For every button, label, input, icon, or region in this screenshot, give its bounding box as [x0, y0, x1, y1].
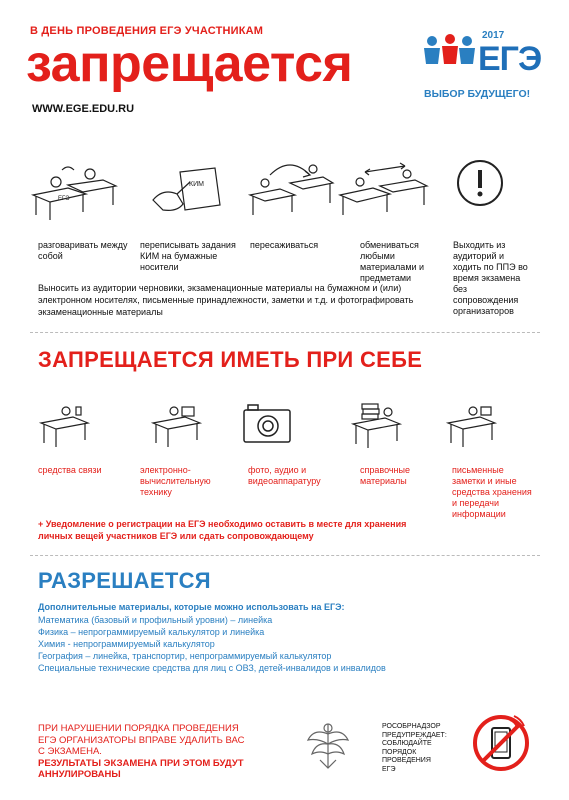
rosob-line: ПРЕДУПРЕЖДАЕТ: [382, 731, 447, 739]
allowed-heading: РАЗРЕШАЕТСЯ [38, 568, 211, 593]
rosob-line: РОСОБРНАДЗОР [382, 723, 441, 730]
forbidden-caption-exchange: обмениваться любыми материалами и предметами [360, 240, 425, 283]
divider [30, 555, 540, 556]
warning-line-bold: РЕЗУЛЬТАТЫ ЭКЗАМЕНА ПРИ ЭТОМ БУДУТ [38, 757, 244, 769]
violation-warning [38, 723, 288, 781]
website-link[interactable]: WWW.EGE.EDU.RU [32, 103, 135, 115]
allowed-intro: Дополнительные материалы, которые можно использовать на ЕГЭ: [38, 602, 345, 612]
books-desk-icon [350, 402, 410, 450]
talking-desks-icon [28, 160, 118, 230]
logo-slogan: ВЫБОР БУДУЩЕГО! [424, 88, 531, 100]
forbidden-caption-leave: Выходить из аудиторий и ходить по ППЭ во время экзамена без сопровождения организаторов [453, 240, 528, 316]
exclamation-icon [455, 158, 505, 208]
ege-people-logo-icon [420, 34, 480, 76]
prohibited-caption-notes: письменные заметки и иные средства хранения и передачи информации [452, 465, 532, 519]
allowed-line: Физика – непрограммируемый калькулятор и линейка [38, 627, 265, 637]
allowed-line: Специальные технические средства для лиц с ОВЗ, детей-инвалидов и инвалидов [38, 663, 386, 673]
rosobrnadzor-emblem-icon [305, 720, 351, 772]
divider [30, 332, 540, 333]
forbidden-caption-seats: пересаживаться [250, 240, 319, 250]
svg-text:КИМ: КИМ [189, 181, 204, 188]
logo-word: ЕГЭ [478, 40, 542, 78]
exchange-materials-icon [335, 160, 430, 230]
changing-seats-icon [245, 155, 335, 230]
prohibited-caption-comm: средства связи [38, 465, 102, 475]
prohibited-heading: ЗАПРЕЩАЕТСЯ ИМЕТЬ ПРИ СЕБЕ [38, 347, 423, 372]
warning-line-bold: АННУЛИРОВАНЫ [38, 769, 121, 780]
registration-note: + Уведомление о регистрации на ЕГЭ необходимо оставить в месте для хранения личных вещей участников ЕГЭ или сдать сопровождающему [38, 519, 407, 541]
notes-desk-icon [445, 405, 505, 450]
rosob-line: СОБЛЮДАЙТЕ [382, 740, 432, 747]
computer-desk-icon [150, 405, 210, 450]
rosob-line: ЕГЭ [382, 765, 396, 773]
rosobrnadzor-warning [382, 723, 462, 774]
warning-line: ПРИ НАРУШЕНИИ ПОРЯДКА ПРОВЕДЕНИЯ [38, 723, 239, 734]
allowed-line: Математика (базовый и профильный уровни) – линейка [38, 615, 273, 625]
allowed-line: Химия - непрограммируемый калькулятор [38, 639, 215, 649]
prohibited-caption-computer: электронно-вычислительную технику [140, 465, 211, 497]
forbidden-caption-copy: переписывать задания КИМ на бумажные носители [140, 240, 236, 272]
ege-logo [420, 28, 550, 103]
warning-line: ЕГЭ ОРГАНИЗАТОРЫ ВПРАВЕ УДАЛИТЬ ВАС [38, 734, 245, 746]
header-pretitle: В ДЕНЬ ПРОВЕДЕНИЯ ЕГЭ УЧАСТНИКАМ [30, 25, 264, 37]
warning-line: С ЭКЗАМЕНА. [38, 746, 102, 757]
svg-text:ЕГЭ: ЕГЭ [58, 196, 70, 202]
allowed-line: География – линейка, транспортир, непрограммируемый калькулятор [38, 651, 332, 661]
camera-icon [240, 402, 295, 447]
rosob-line: ПОРЯДОК [382, 748, 417, 756]
forbidden-caption-talk: разговаривать между собой [38, 240, 128, 261]
prohibited-caption-photo: фото, аудио и видеоаппаратуру [248, 465, 321, 486]
no-phone-icon [470, 712, 532, 774]
prohibited-caption-reference: справочные материалы [360, 465, 411, 486]
forbidden-note: Выносить из аудитории черновики, экзаменационные материалы на бумажном и (или) электронном носителях, письменные принадлежности, заметки и т.д. и фотографировать экзаменационные материалы [38, 283, 414, 317]
writing-hand-icon [145, 160, 225, 230]
logo-year: 2017 [482, 30, 505, 41]
page-title: запрещается [26, 35, 353, 93]
phone-desk-icon [38, 405, 98, 450]
rosob-line: ПРОВЕДЕНИЯ [382, 757, 431, 764]
